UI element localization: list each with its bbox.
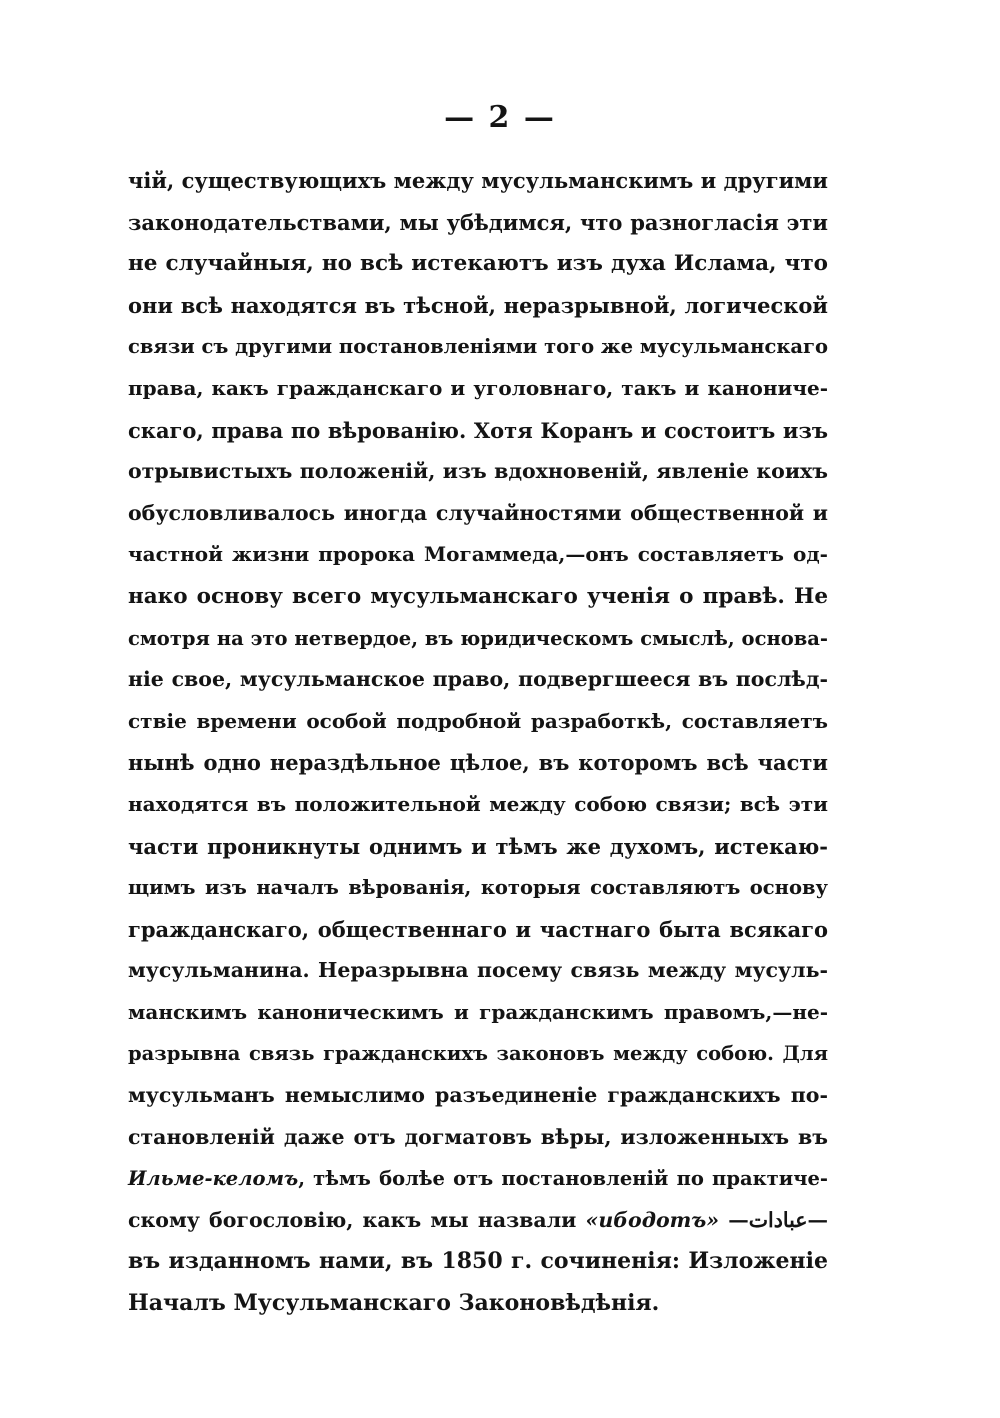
body-text — [128, 160, 828, 1325]
text-segment: ніе свое, мусульманское право, подвергшееся въ послѣд- — [128, 667, 828, 692]
text-segment: права, какъ гражданскаго и уголовнаго, такъ и канониче- — [128, 375, 828, 400]
text-line — [128, 909, 828, 951]
text-line — [128, 1200, 828, 1242]
text-segment: мусульманина. Неразрывна посему связь между мусуль- — [128, 958, 828, 983]
text-line — [128, 410, 828, 452]
text-line — [128, 160, 828, 202]
text-line — [128, 1075, 828, 1117]
text-line — [128, 1117, 828, 1159]
text-line — [128, 326, 828, 368]
text-segment: они всѣ находятся въ тѣсной, неразрывной, логической — [128, 292, 828, 318]
text-segment: связи съ другими постановленіями того же мусульманскаго — [128, 335, 828, 359]
text-line — [128, 534, 828, 576]
text-segment: Началъ Мусульманскаго Законовѣдѣнія. — [128, 1290, 660, 1317]
text-line — [128, 243, 828, 285]
text-line — [128, 576, 828, 618]
text-line — [128, 1158, 828, 1200]
text-line — [128, 1033, 828, 1075]
text-segment: не случайныя, но всѣ истекаютъ изъ духа Ислама, что — [128, 251, 828, 277]
text-line — [128, 826, 828, 868]
text-line — [128, 867, 828, 909]
text-line — [128, 950, 828, 992]
text-segment: частной жизни пророка Могаммеда,—онъ составляетъ од- — [128, 542, 828, 567]
page-number: — 2 — — [444, 100, 556, 135]
text-line — [128, 992, 828, 1034]
italic-text-segment: Ильме-келомъ — [128, 1167, 299, 1191]
text-line — [128, 493, 828, 535]
text-line — [128, 1241, 828, 1283]
text-segment: ствіе времени особой подробной разработкѣ, составляетъ — [128, 708, 828, 733]
italic-text-segment: «ибодотъ» — [585, 1207, 720, 1232]
text-segment: разрывна связь гражданскихъ законовъ между собою. Для — [128, 1042, 828, 1066]
text-line — [128, 202, 828, 244]
text-segment: мусульманъ немыслимо разъединеніе гражданскихъ по- — [128, 1083, 828, 1108]
text-line — [128, 701, 828, 743]
text-segment: нако основу всего мусульманскаго ученія о правѣ. Не — [128, 583, 828, 609]
text-segment: части проникнуты однимъ и тѣмъ же духомъ, истекаю- — [128, 833, 828, 859]
text-segment: гражданскаго, общественнаго и частнаго быта всякаго — [128, 916, 828, 942]
text-segment: въ изданномъ нами, въ 1850 г. сочиненія: Изложеніе — [128, 1248, 828, 1275]
text-line — [128, 451, 828, 493]
text-segment: смотря на это нетвердое, въ юридическомъ смыслѣ, основа- — [128, 626, 828, 650]
text-segment: манскимъ каноническимъ и гражданскимъ правомъ,—не- — [128, 999, 828, 1024]
text-segment: скаго, права по вѣрованію. Хотя Коранъ и состоитъ изъ — [128, 417, 828, 443]
text-line — [128, 784, 828, 826]
text-segment: нынѣ одно нераздѣльное цѣлое, въ которомъ всѣ части — [128, 750, 828, 776]
text-line — [128, 368, 828, 410]
text-segment: , тѣмъ болѣе отъ постановленій по практиче- — [298, 1167, 828, 1191]
text-segment: чій, существующихъ между мусульманскимъ и другими — [128, 168, 828, 193]
text-segment: щимъ изъ началъ вѣрованія, которыя составляютъ основу — [128, 876, 828, 900]
text-segment: законодательствами, мы убѣдимся, что разногласія эти — [128, 209, 828, 235]
text-segment: становленій даже отъ догматовъ вѣры, изложенныхъ въ — [128, 1124, 828, 1149]
text-line — [128, 618, 828, 660]
text-segment: отрывистыхъ положеній, изъ вдохновеній, явленіе коихъ — [128, 459, 828, 484]
text-segment: —عبادات— — [719, 1207, 828, 1232]
text-line — [128, 285, 828, 327]
text-line — [128, 742, 828, 784]
text-segment: находятся въ положительной между собою связи; всѣ эти — [128, 791, 828, 816]
text-segment: обусловливалось иногда случайностями общественной и — [128, 500, 828, 525]
text-line — [128, 1283, 828, 1325]
text-line — [128, 659, 828, 701]
text-segment: скому богословію, какъ мы назвали — [128, 1207, 586, 1232]
